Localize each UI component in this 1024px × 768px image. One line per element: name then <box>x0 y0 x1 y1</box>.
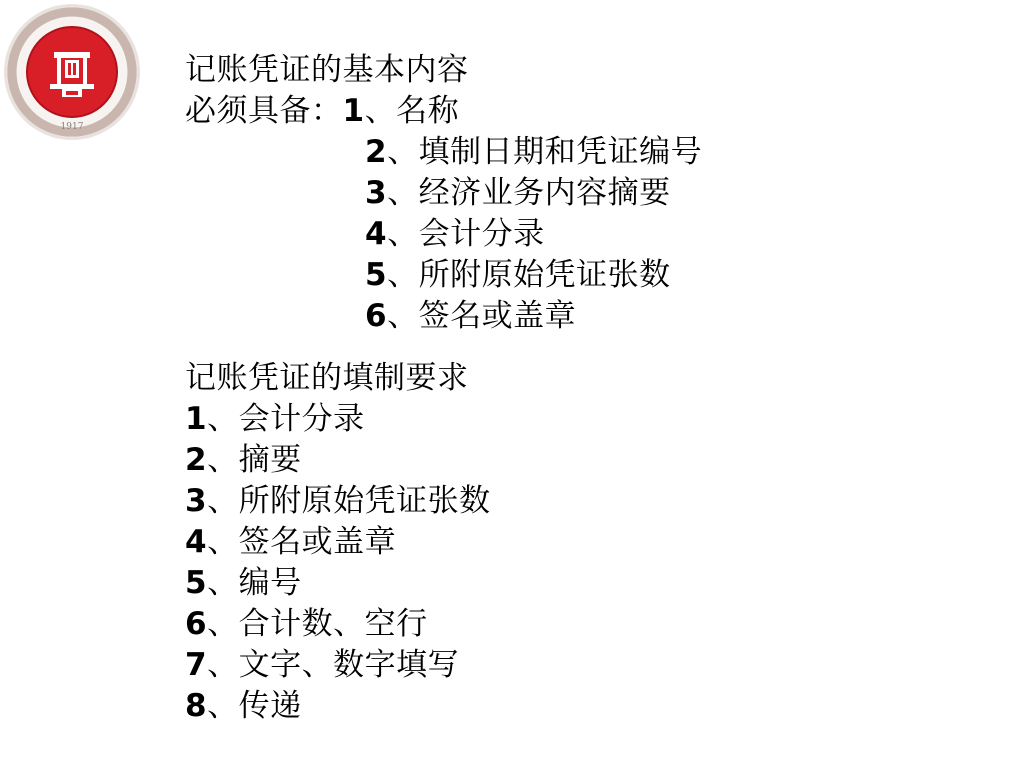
university-logo <box>2 2 142 142</box>
item-number: 6 <box>185 606 208 642</box>
item-text: 名称 <box>396 93 460 129</box>
item-separator: 、 <box>387 134 419 170</box>
item-text: 所附原始凭证张数 <box>418 257 671 293</box>
section2-item-5 <box>185 563 985 604</box>
item-number: 3 <box>185 483 208 519</box>
item-separator: 、 <box>387 298 419 334</box>
section2-item-1 <box>185 399 985 440</box>
item-number: 8 <box>185 688 208 724</box>
section2-item-7 <box>185 645 985 686</box>
section2-item-3 <box>185 481 985 522</box>
item-separator: 、 <box>207 524 239 560</box>
item-number: 1 <box>342 93 365 129</box>
item-number: 5 <box>185 565 208 601</box>
item-number: 2 <box>185 442 208 478</box>
item-text: 传递 <box>238 688 302 724</box>
item-separator: 、 <box>207 401 239 437</box>
item-separator: 、 <box>207 688 239 724</box>
item-number: 5 <box>365 257 388 293</box>
section1-heading: 记账凭证的基本内容 <box>185 52 469 88</box>
item-number: 4 <box>185 524 208 560</box>
item-separator: 、 <box>364 93 397 129</box>
item-text: 编号 <box>238 565 302 601</box>
section2-item-2 <box>185 440 985 481</box>
svg-text:1917: 1917 <box>60 122 84 132</box>
item-number: 3 <box>365 175 388 211</box>
section1-item-5 <box>185 255 985 296</box>
item-text: 签名或盖章 <box>418 298 577 334</box>
item-text: 合计数、空行 <box>238 606 428 642</box>
item-number: 2 <box>365 134 388 170</box>
item-text: 会计分录 <box>418 216 545 252</box>
item-text: 摘要 <box>238 442 302 478</box>
section2-heading: 记账凭证的填制要求 <box>185 360 469 396</box>
section-spacer <box>185 337 985 358</box>
item-number: 6 <box>365 298 388 334</box>
item-number: 1 <box>185 401 208 437</box>
section1-item-6 <box>185 296 985 337</box>
item-text: 签名或盖章 <box>238 524 397 560</box>
item-text: 经济业务内容摘要 <box>418 175 671 211</box>
section2-item-6 <box>185 604 985 645</box>
item-separator: 、 <box>207 442 239 478</box>
item-text: 文字、数字填写 <box>238 647 460 683</box>
item-number: 4 <box>365 216 388 252</box>
slide-content <box>185 50 985 727</box>
section1-item-1 <box>185 91 985 132</box>
item-separator: 、 <box>207 483 239 519</box>
section1-lead: 必须具备： <box>185 93 343 129</box>
section1-item-4 <box>185 214 985 255</box>
item-separator: 、 <box>207 606 239 642</box>
section2-item-8 <box>185 686 985 727</box>
item-separator: 、 <box>387 257 419 293</box>
section1-item-3 <box>185 173 985 214</box>
item-text: 填制日期和凭证编号 <box>418 134 703 170</box>
item-number: 7 <box>185 647 208 683</box>
item-separator: 、 <box>387 175 419 211</box>
item-text: 会计分录 <box>238 401 365 437</box>
item-separator: 、 <box>207 647 239 683</box>
item-text: 所附原始凭证张数 <box>238 483 491 519</box>
item-separator: 、 <box>207 565 239 601</box>
section1-item-2 <box>185 132 985 173</box>
section2-item-4 <box>185 522 985 563</box>
item-separator: 、 <box>387 216 419 252</box>
